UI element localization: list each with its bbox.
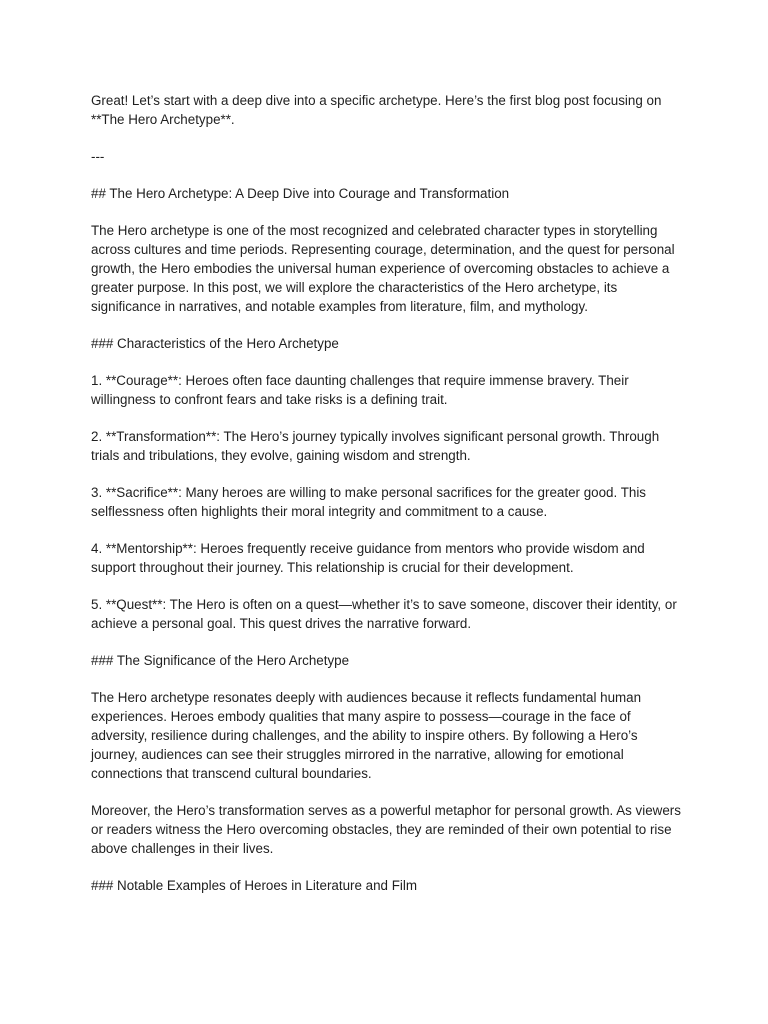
list-item-mentorship: 4. **Mentorship**: Heroes frequently receive guidance from mentors who provide wisdom and support throughout their journey. This relationship is crucial for their development. — [91, 541, 645, 575]
examples-heading: ### Notable Examples of Heroes in Literature and Film — [91, 878, 418, 893]
document-body — [91, 91, 686, 913]
list-item-courage: 1. **Courage**: Heroes often face daunting challenges that require immense bravery. Their willingness to confront fears and take risks is a defining trait. — [91, 373, 629, 407]
list-item-transformation: 2. **Transformation**: The Hero’s journey typically involves significant personal growth. Through trials and tribulations, they evolve, gaining wisdom and strength. — [91, 429, 660, 463]
characteristics-heading: ### Characteristics of the Hero Archetype — [91, 336, 339, 351]
list-item-quest: 5. **Quest**: The Hero is often on a quest—whether it’s to save someone, discover their identity, or achieve a personal goal. This quest drives the narrative forward. — [91, 597, 677, 631]
post-title-heading: ## The Hero Archetype: A Deep Dive into Courage and Transformation — [91, 186, 510, 201]
significance-heading: ### The Significance of the Hero Archetype — [91, 653, 350, 668]
overview-paragraph: The Hero archetype is one of the most recognized and celebrated character types in storytelling across cultures and time periods. Representing courage, determination, and the quest for personal growth, the Hero embodies the universal human experience of overcoming obstacles to achieve a greater purpose. In this post, we will explore the characteristics of the Hero archetype, its significance in narratives, and notable examples from literature, film, and mythology. — [91, 223, 675, 314]
list-item-sacrifice: 3. **Sacrifice**: Many heroes are willing to make personal sacrifices for the greater good. This selflessness often highlights their moral integrity and commitment to a cause. — [91, 485, 646, 519]
intro-paragraph: Great! Let’s start with a deep dive into a specific archetype. Here’s the first blog post focusing on **The Hero Archetype**. — [91, 93, 662, 127]
significance-paragraph: The Hero archetype resonates deeply with audiences because it reflects fundamental human experiences. Heroes embody qualities that many aspire to possess—courage in the face of adversity, resilience during challenges, and the ability to inspire others. By following a Hero’s journey, audiences can see their struggles mirrored in the narrative, allowing for emotional connections that transcend cultural boundaries. — [91, 690, 642, 781]
horizontal-rule-text: --- — [91, 149, 105, 164]
transformation-metaphor-paragraph: Moreover, the Hero’s transformation serves as a powerful metaphor for personal growth. As viewers or readers witness the Hero overcoming obstacles, they are reminded of their own potential to rise above challenges in their lives. — [91, 803, 681, 856]
